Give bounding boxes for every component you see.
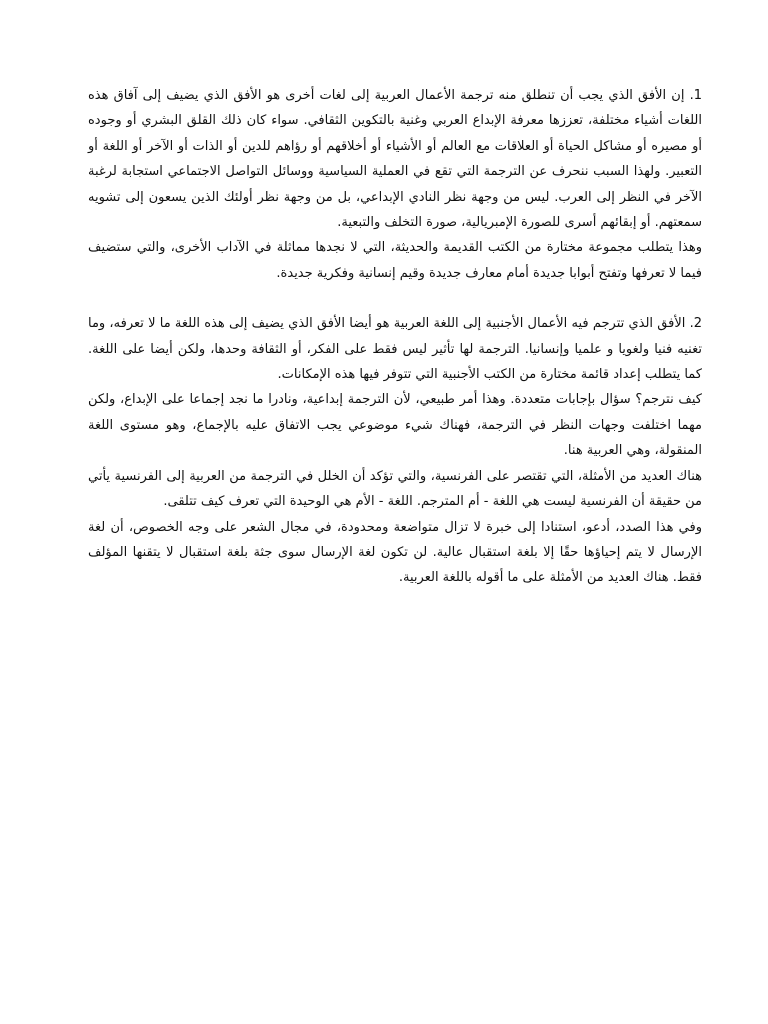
paragraph-4: كيف نترجم؟ سؤال بإجابات متعددة. وهذا أمر طبيعي، لأن الترجمة إبداعية، ونادرا ما نجد إجماعا على الإبداع، ولكن مهما اختلفت وجهات النظر في الترجمة، فهناك شيء موضوعي يجب الاتفاق عليه بالإجماع، وهو مستوى اللغة المنقولة، وهي العربية هنا. bbox=[88, 392, 702, 459]
document-body bbox=[88, 83, 702, 591]
paragraph-3: 2. الأفق الذي تترجم فيه الأعمال الأجنبية إلى اللغة العربية هو أيضا الأفق الذي يضيف إلى هذه اللغة ما لا تعرفه، وما تغنيه فنيا ولغويا و علميا وإنسانيا. الترجمة لها تأثير ليس فقط على الفكر، أو الثقافة وحدها، ولكن أيضا على اللغة. كما يتطلب إعداد قائمة مختارة من الكتب الأجنبية التي تتوفر فيها هذه الإمكانات. bbox=[88, 316, 702, 383]
paragraph-5: هناك العديد من الأمثلة، التي تقتصر على الفرنسية، والتي تؤكد أن الخلل في الترجمة من العربية إلى الفرنسية يأتي من حقيقة أن الفرنسية ليست هي اللغة - أم المترجم. اللغة - الأم هي الوحيدة التي تعرف كيف تتلقى. bbox=[88, 468, 702, 510]
paragraph-1: 1. إن الأفق الذي يجب أن تنطلق منه ترجمة الأعمال العربية إلى لغات أخرى هو الأفق الذي يضيف إلى آفاق هذه اللغات أشياء مختلفة، تعززها معرفة الإبداع العربي وغنية بالتكوين الثقافي. سواء كان ذلك القلق البشري أو وجوده أو مصيره أو مشاكل الحياة أو العلاقات مع العالم أو الأشياء أو أخلاقهم أو رؤاهم للدين أو الذات أو الآخر أو اللغة أو التعبير. ولهذا السبب ننحرف عن الترجمة التي تقع في العملية السياسية ووسائل التواصل الاجتماعي استجابة لرغبة الآخر في النظر إلى العرب. ليس من وجهة نظر النادي الإبداعي، بل من وجهة نظر أولئك الذين يسعون إلى تشويه سمعتهم. أو إبقائهم أسرى للصورة الإمبريالية، صورة التخلف والتبعية. bbox=[88, 88, 702, 231]
paragraph-2: وهذا يتطلب مجموعة مختارة من الكتب القديمة والحديثة، التي لا نجدها مماثلة في الآداب الأخرى، والتي ستضيف فيما لا تعرفها وتفتح أبوابا جديدة أمام معارف جديدة وقيم إنسانية وفكرية جديدة. bbox=[88, 240, 702, 281]
paragraph-6: وفي هذا الصدد، أدعو، استنادا إلى خبرة لا تزال متواضعة ومحدودة، في مجال الشعر على وجه الخصوص، أن لغة الإرسال لا يتم إحياؤها حقًا إلا بلغة استقبال عالية. لن تكون لغة الإرسال سوى جثة بلغة استقبال لا يتقنها المؤلف فقط. هناك العديد من الأمثلة على ما أقوله باللغة العربية. bbox=[88, 519, 702, 586]
paragraph-spacer bbox=[88, 286, 702, 311]
